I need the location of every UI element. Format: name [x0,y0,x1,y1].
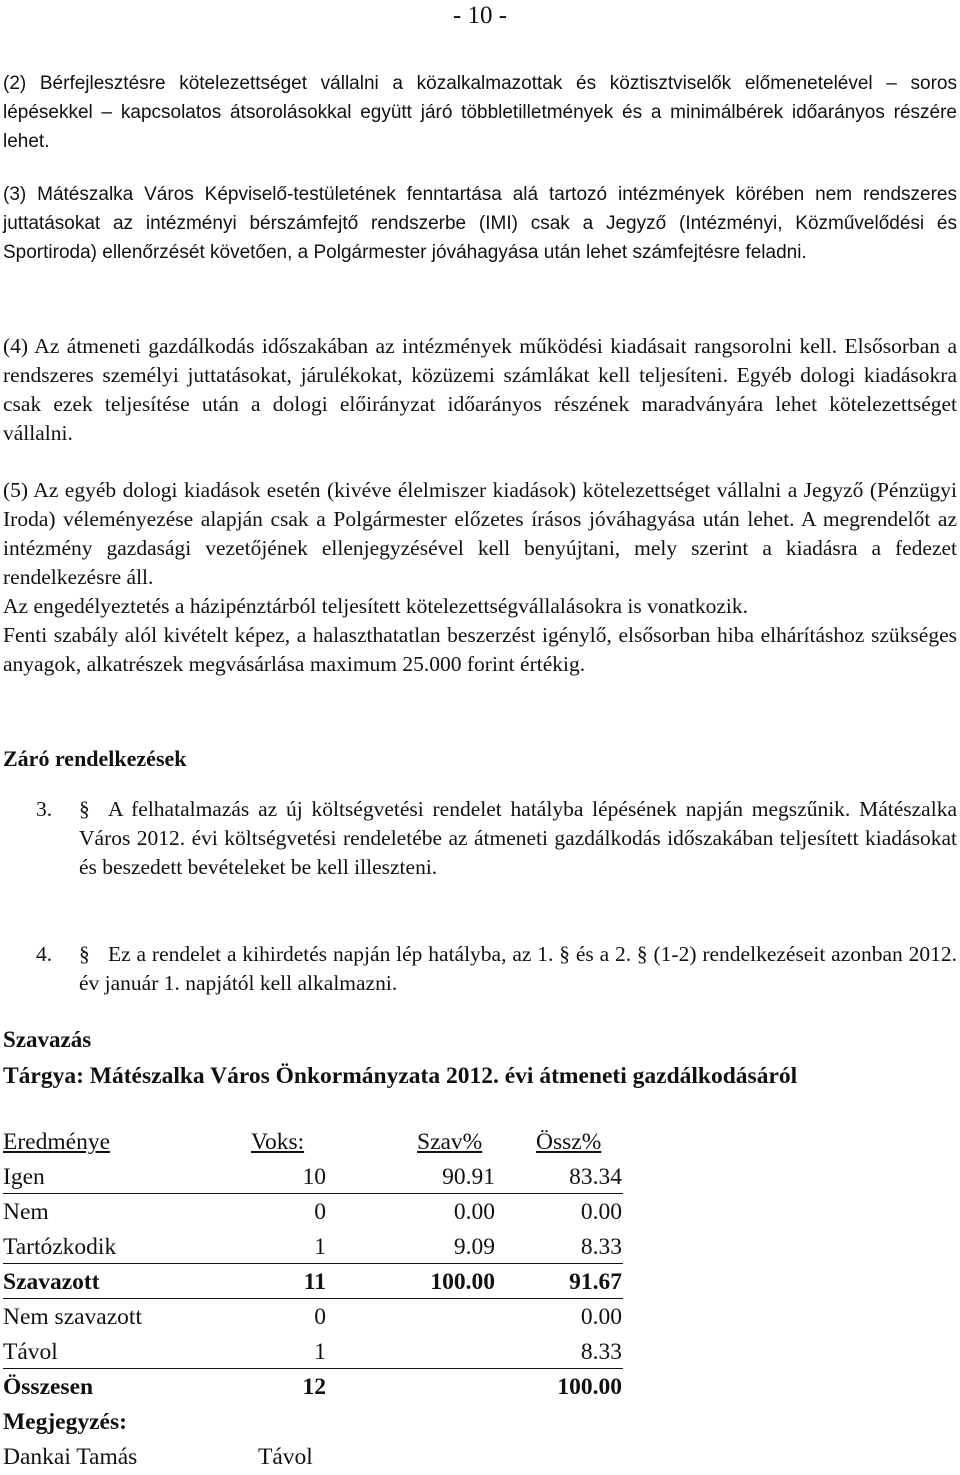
vote-table-row [3,1335,633,1370]
vote-table [3,1125,633,1475]
row-vote-percent: 0.00 [453,1199,495,1225]
note-name: Dankai Tamás [3,1444,138,1470]
paragraph-5 [3,476,957,679]
closing-heading: Záró rendelkezések [3,746,187,771]
vote-title: Szavazás [3,1027,92,1052]
vote-subject: Tárgya: Mátészalka Város Önkormányzata 2012. évi átmeneti gazdálkodásáról [3,1063,798,1089]
row-votes: 10 [302,1164,326,1190]
vote-table-row [3,1160,633,1195]
row-underline [3,1193,623,1194]
clause-number: 4. [36,942,53,966]
paragraph-4: (4) Az átmeneti gazdálkodás időszakában az intézmények működési kiadásait rangsorolni kell. Elsősorban a rendszeres személyi juttatásokat, járulékokat, közüzemi számlákat kell teljesíteni. Egyéb dologi kiadásokra csak ezek teljesítése után a dologi előirányzat időarányos részének maradványára lehet kötelezettséget vállalni. [3,334,957,445]
clause-text: A felhatalmazás az új költségvetési rendelet hatályba lépésének napján megszűnik. Mátészalka Város 2012. évi költségvetési rendeletébe az átmeneti gazdálkodás időszakában teljesített kiadásokat és beszedett bevételeket be kell illeszteni. [79,797,957,879]
row-underline [3,1298,623,1299]
row-total-percent: 8.33 [580,1339,622,1365]
clause-4 [3,940,957,998]
row-votes: 12 [302,1374,326,1400]
row-total-percent: 91.67 [569,1269,622,1295]
header-votes: Voks: [251,1129,305,1155]
vote-table-row [3,1195,633,1230]
vote-section [3,1022,957,1094]
row-votes: 0 [314,1199,326,1225]
header-vote-percent: Szav% [417,1129,483,1155]
section-sign: § [79,797,90,821]
header-total-percent: Össz% [536,1129,602,1155]
note-label: Megjegyzés: [3,1409,127,1435]
row-underline [3,1263,623,1264]
paragraph-5-part-2: Az engedélyeztetés a házipénztárból teljesített kötelezettségvállalásokra is vonatkozik. [3,594,749,618]
row-label: Igen [3,1164,45,1190]
note-label-row [3,1405,633,1440]
section-sign: § [79,942,90,966]
clause-text: Ez a rendelet a kihirdetés napján lép hatályba, az 1. § és a 2. § (1-2) rendelkezéseit azonban 2012. év január 1. napjától kell alkalmazni. [79,942,957,995]
row-total-percent: 83.34 [569,1164,622,1190]
paragraph-3: (3) Mátészalka Város Képviselő-testületének fenntartása alá tartozó intézmények körében nem rendszeres juttatásokat az intézményi bérszámfejtő rendszerbe (IMI) csak a Jegyző (Intézményi, Közművelődési és Sportiroda) ellenőrzését követően, a Polgármester jóváhagyása után lehet számfejtésre feladni. [3,184,957,263]
row-label: Távol [3,1339,58,1365]
row-total-percent: 0.00 [580,1199,622,1225]
row-vote-percent: 100.00 [430,1269,495,1295]
row-label: Nem szavazott [3,1304,142,1330]
row-vote-percent: 90.91 [442,1164,495,1190]
row-label: Szavazott [3,1269,100,1295]
vote-table-header [3,1125,633,1160]
row-label: Nem [3,1199,49,1225]
row-total-percent: 0.00 [580,1304,622,1330]
header-result: Eredménye [3,1129,111,1155]
row-total-percent: 100.00 [557,1374,622,1400]
vote-table-row [3,1370,633,1405]
paragraph-5-part-3: Fenti szabály alól kivételt képez, a halaszthatatlan beszerzést igénylő, elsősorban hiba elhárításhoz szükséges anyagok, alkatrészek megvásárlása maximum 25.000 forint értékig. [3,623,957,676]
row-votes: 1 [314,1234,326,1260]
vote-table-row [3,1230,633,1265]
note-value: Távol [258,1444,313,1470]
vote-table-row [3,1265,633,1300]
row-label: Összesen [3,1374,94,1400]
clause-number: 3. [36,797,53,821]
paragraph-2: (2) Bérfejlesztésre kötelezettséget vállalni a közalkalmazottak és köztisztviselők előmenetelével – soros lépésekkel – kapcsolatos átsorolásokkal együtt járó többletilletmények és a minimálbérek időarányos részére lehet. [3,73,957,152]
row-votes: 0 [314,1304,326,1330]
note-row [3,1440,633,1475]
vote-table-row [3,1300,633,1335]
clause-3 [3,795,957,882]
row-label: Tartózkodik [3,1234,117,1260]
row-votes: 11 [303,1269,326,1295]
row-underline [3,1368,623,1369]
vote-rows [3,1160,633,1405]
row-votes: 1 [314,1339,326,1365]
row-total-percent: 8.33 [580,1234,622,1260]
row-vote-percent: 9.09 [453,1234,495,1260]
page-number: - 10 - [452,2,508,29]
paragraph-5-part-1: (5) Az egyéb dologi kiadások esetén (kivéve élelmiszer kiadások) kötelezettséget vállalni a Jegyző (Pénzügyi Iroda) véleményezése alapján csak a Polgármester előzetes írásos jóváhagyása után lehet. A megrendelőt az intézmény gazdasági vezetőjének ellenjegyzésével kell benyújtani, mely szerint a kiadásra a fedezet rendelkezésre áll. [3,478,957,589]
